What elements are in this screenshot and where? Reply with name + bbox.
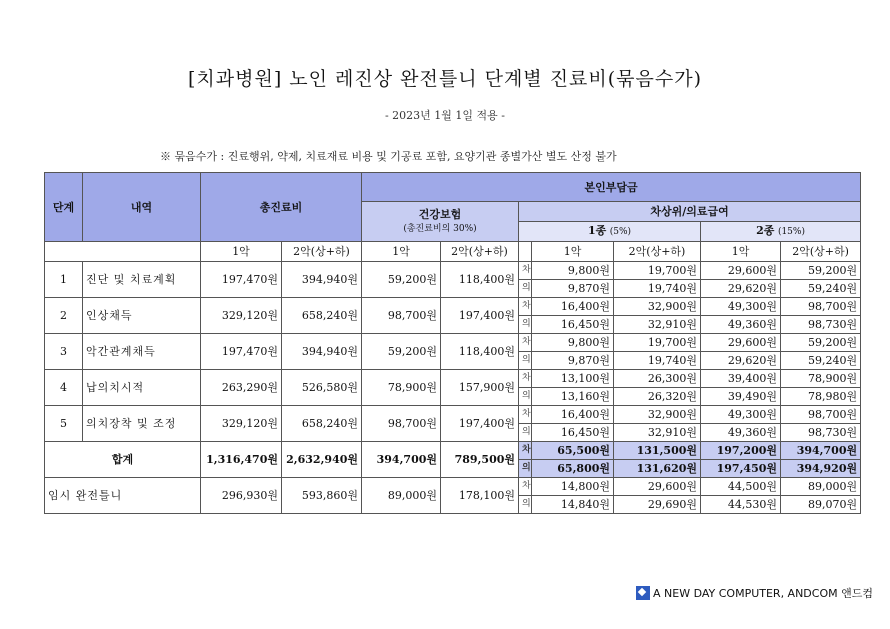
header-total-jaw2: 2악(상+하): [282, 242, 362, 262]
medical-aid-grade1-jaw1: 14,840원: [532, 496, 614, 514]
medical-aid-grade2-jaw1: 197,450원: [701, 460, 781, 478]
low-income-grade2-jaw1: 39,400원: [701, 370, 781, 388]
tag-low-income: 차: [519, 370, 532, 388]
table-row: [45, 478, 861, 496]
footer-text: A NEW DAY COMPUTER, ANDCOM 앤드컴: [653, 587, 873, 600]
medical-aid-grade2-jaw2: 89,070원: [781, 496, 861, 514]
total-fee-jaw1: 296,930원: [201, 478, 282, 514]
health-copay-jaw2: 157,900원: [441, 370, 519, 406]
total-fee-jaw2: 658,240원: [282, 406, 362, 442]
low-income-grade2-jaw2: 59,200원: [781, 334, 861, 352]
stage-rows: [45, 262, 861, 514]
grade2-percent: (15%): [777, 227, 805, 237]
tag-medical-aid: 의: [519, 280, 532, 298]
low-income-grade2-jaw2: 89,000원: [781, 478, 861, 496]
tag-medical-aid: 의: [519, 352, 532, 370]
table-row: [45, 298, 861, 316]
total-fee-jaw1: 329,120원: [201, 406, 282, 442]
stage-number: 5: [45, 406, 83, 442]
fee-table: [44, 172, 861, 514]
header-health-jaw1: 1악: [362, 242, 441, 262]
total-fee-jaw2: 593,860원: [282, 478, 362, 514]
tag-medical-aid: 의: [519, 460, 532, 478]
header-detail: 내역: [83, 173, 201, 242]
effective-date: - 2023년 1월 1일 적용 -: [384, 109, 506, 122]
total-fee-jaw1: 263,290원: [201, 370, 282, 406]
tag-medical-aid: 의: [519, 496, 532, 514]
tag-low-income: 차: [519, 442, 532, 460]
low-income-grade2-jaw1: 44,500원: [701, 478, 781, 496]
medical-aid-grade2-jaw1: 29,620원: [701, 280, 781, 298]
low-income-grade1-jaw1: 13,100원: [532, 370, 614, 388]
low-income-grade2-jaw1: 49,300원: [701, 406, 781, 424]
low-income-grade2-jaw1: 49,300원: [701, 298, 781, 316]
low-income-grade2-jaw2: 78,900원: [781, 370, 861, 388]
health-copay-jaw1: 78,900원: [362, 370, 441, 406]
tag-low-income: 차: [519, 406, 532, 424]
header-tag-spacer: [519, 242, 532, 262]
header-health-jaw2: 2악(상+하): [441, 242, 519, 262]
low-income-grade2-jaw1: 29,600원: [701, 262, 781, 280]
health-copay-jaw2: 197,400원: [441, 406, 519, 442]
grade1-label: 1종: [587, 224, 607, 237]
header-stage: 단계: [45, 173, 83, 242]
health-copay-jaw2: 118,400원: [441, 334, 519, 370]
low-income-grade2-jaw2: 98,700원: [781, 298, 861, 316]
total-fee-jaw2: 394,940원: [282, 262, 362, 298]
low-income-grade2-jaw1: 197,200원: [701, 442, 781, 460]
header-spacer: [45, 242, 201, 262]
health-copay-jaw1: 98,700원: [362, 406, 441, 442]
header-grade1-jaw1: 1악: [532, 242, 614, 262]
low-income-grade1-jaw2: 19,700원: [614, 262, 701, 280]
medical-aid-grade2-jaw1: 44,530원: [701, 496, 781, 514]
total-fee-jaw1: 1,316,470원: [201, 442, 282, 478]
stage-name: 납의치시적: [83, 370, 201, 406]
stage-name: 의치장착 및 조정: [83, 406, 201, 442]
low-income-grade1-jaw1: 9,800원: [532, 262, 614, 280]
medical-aid-grade1-jaw2: 26,320원: [614, 388, 701, 406]
header-total-fee: 총진료비: [201, 173, 362, 242]
medical-aid-grade1-jaw1: 9,870원: [532, 280, 614, 298]
stage-name: 인상채득: [83, 298, 201, 334]
tag-low-income: 차: [519, 334, 532, 352]
andcom-logo-icon: [636, 586, 650, 600]
health-copay-jaw1: 59,200원: [362, 262, 441, 298]
total-fee-jaw2: 394,940원: [282, 334, 362, 370]
health-copay-jaw2: 178,100원: [441, 478, 519, 514]
footer-brand: [636, 585, 873, 601]
medical-aid-grade2-jaw2: 78,980원: [781, 388, 861, 406]
medical-aid-grade1-jaw1: 16,450원: [532, 316, 614, 334]
low-income-grade1-jaw2: 26,300원: [614, 370, 701, 388]
table-row: [45, 262, 861, 280]
stage-name: 진단 및 치료계획: [83, 262, 201, 298]
health-copay-jaw2: 197,400원: [441, 298, 519, 334]
low-income-grade1-jaw1: 16,400원: [532, 406, 614, 424]
health-insurance-note: (총진료비의 30%): [403, 223, 477, 234]
tag-low-income: 차: [519, 262, 532, 280]
stage-number: 4: [45, 370, 83, 406]
total-label: 합계: [45, 442, 201, 478]
table-row: [45, 334, 861, 352]
medical-aid-grade1-jaw2: 19,740원: [614, 280, 701, 298]
health-copay-jaw2: 789,500원: [441, 442, 519, 478]
low-income-grade1-jaw2: 32,900원: [614, 406, 701, 424]
header-health-insurance: [362, 202, 519, 242]
medical-aid-grade2-jaw2: 59,240원: [781, 280, 861, 298]
tag-low-income: 차: [519, 298, 532, 316]
total-fee-jaw2: 658,240원: [282, 298, 362, 334]
low-income-grade1-jaw2: 19,700원: [614, 334, 701, 352]
health-copay-jaw1: 89,000원: [362, 478, 441, 514]
grade2-label: 2종: [756, 224, 775, 237]
tag-medical-aid: 의: [519, 424, 532, 442]
header-grade2-jaw2: 2악(상+하): [781, 242, 861, 262]
health-copay-jaw1: 59,200원: [362, 334, 441, 370]
low-income-grade2-jaw2: 59,200원: [781, 262, 861, 280]
stage-name: 악간관계채득: [83, 334, 201, 370]
header-total-jaw1: 1악: [201, 242, 282, 262]
header-grade1: [519, 222, 701, 242]
low-income-grade1-jaw1: 16,400원: [532, 298, 614, 316]
tag-medical-aid: 의: [519, 388, 532, 406]
low-income-grade1-jaw1: 65,500원: [532, 442, 614, 460]
medical-aid-grade2-jaw1: 29,620원: [701, 352, 781, 370]
total-fee-jaw2: 526,580원: [282, 370, 362, 406]
temp-label: 임시 완전틀니: [45, 478, 201, 514]
medical-aid-grade1-jaw1: 16,450원: [532, 424, 614, 442]
header-low-income: 차상위/의료급여: [519, 202, 861, 222]
low-income-grade1-jaw1: 14,800원: [532, 478, 614, 496]
medical-aid-grade1-jaw1: 9,870원: [532, 352, 614, 370]
header-grade2: [701, 222, 861, 242]
low-income-grade1-jaw2: 32,900원: [614, 298, 701, 316]
total-fee-jaw1: 329,120원: [201, 298, 282, 334]
medical-aid-grade1-jaw1: 13,160원: [532, 388, 614, 406]
stage-number: 1: [45, 262, 83, 298]
medical-aid-grade1-jaw2: 32,910원: [614, 316, 701, 334]
medical-aid-grade2-jaw1: 39,490원: [701, 388, 781, 406]
medical-aid-grade2-jaw1: 49,360원: [701, 316, 781, 334]
medical-aid-grade2-jaw2: 98,730원: [781, 316, 861, 334]
health-insurance-label: 건강보험: [418, 207, 462, 221]
medical-aid-grade2-jaw1: 49,360원: [701, 424, 781, 442]
medical-aid-grade2-jaw2: 394,920원: [781, 460, 861, 478]
health-copay-jaw1: 98,700원: [362, 298, 441, 334]
low-income-grade1-jaw2: 29,600원: [614, 478, 701, 496]
tag-medical-aid: 의: [519, 316, 532, 334]
table-row: [45, 406, 861, 424]
low-income-grade2-jaw1: 29,600원: [701, 334, 781, 352]
medical-aid-grade1-jaw1: 65,800원: [532, 460, 614, 478]
tag-low-income: 차: [519, 478, 532, 496]
medical-aid-grade1-jaw2: 29,690원: [614, 496, 701, 514]
bundle-fee-note: ※ 묶음수가 : 진료행위, 약제, 치료재료 비용 및 기공료 포함, 요양기관 종별가산 별도 산정 불가: [160, 150, 617, 163]
low-income-grade2-jaw2: 394,700원: [781, 442, 861, 460]
medical-aid-grade2-jaw2: 59,240원: [781, 352, 861, 370]
medical-aid-grade1-jaw2: 32,910원: [614, 424, 701, 442]
low-income-grade1-jaw2: 131,500원: [614, 442, 701, 460]
medical-aid-grade1-jaw2: 19,740원: [614, 352, 701, 370]
health-copay-jaw1: 394,700원: [362, 442, 441, 478]
stage-number: 2: [45, 298, 83, 334]
medical-aid-grade1-jaw2: 131,620원: [614, 460, 701, 478]
total-fee-jaw1: 197,470원: [201, 262, 282, 298]
low-income-grade1-jaw1: 9,800원: [532, 334, 614, 352]
table-row: [45, 370, 861, 388]
header-grade2-jaw1: 1악: [701, 242, 781, 262]
stage-number: 3: [45, 334, 83, 370]
page-title: [치과병원] 노인 레진상 완전틀니 단계별 진료비(묶음수가): [188, 68, 702, 90]
health-copay-jaw2: 118,400원: [441, 262, 519, 298]
grade1-percent: (5%): [609, 227, 632, 237]
total-fee-jaw1: 197,470원: [201, 334, 282, 370]
table-row: [45, 442, 861, 460]
total-fee-jaw2: 2,632,940원: [282, 442, 362, 478]
low-income-grade2-jaw2: 98,700원: [781, 406, 861, 424]
medical-aid-grade2-jaw2: 98,730원: [781, 424, 861, 442]
header-copay: 본인부담금: [362, 173, 861, 202]
header-grade1-jaw2: 2악(상+하): [614, 242, 701, 262]
